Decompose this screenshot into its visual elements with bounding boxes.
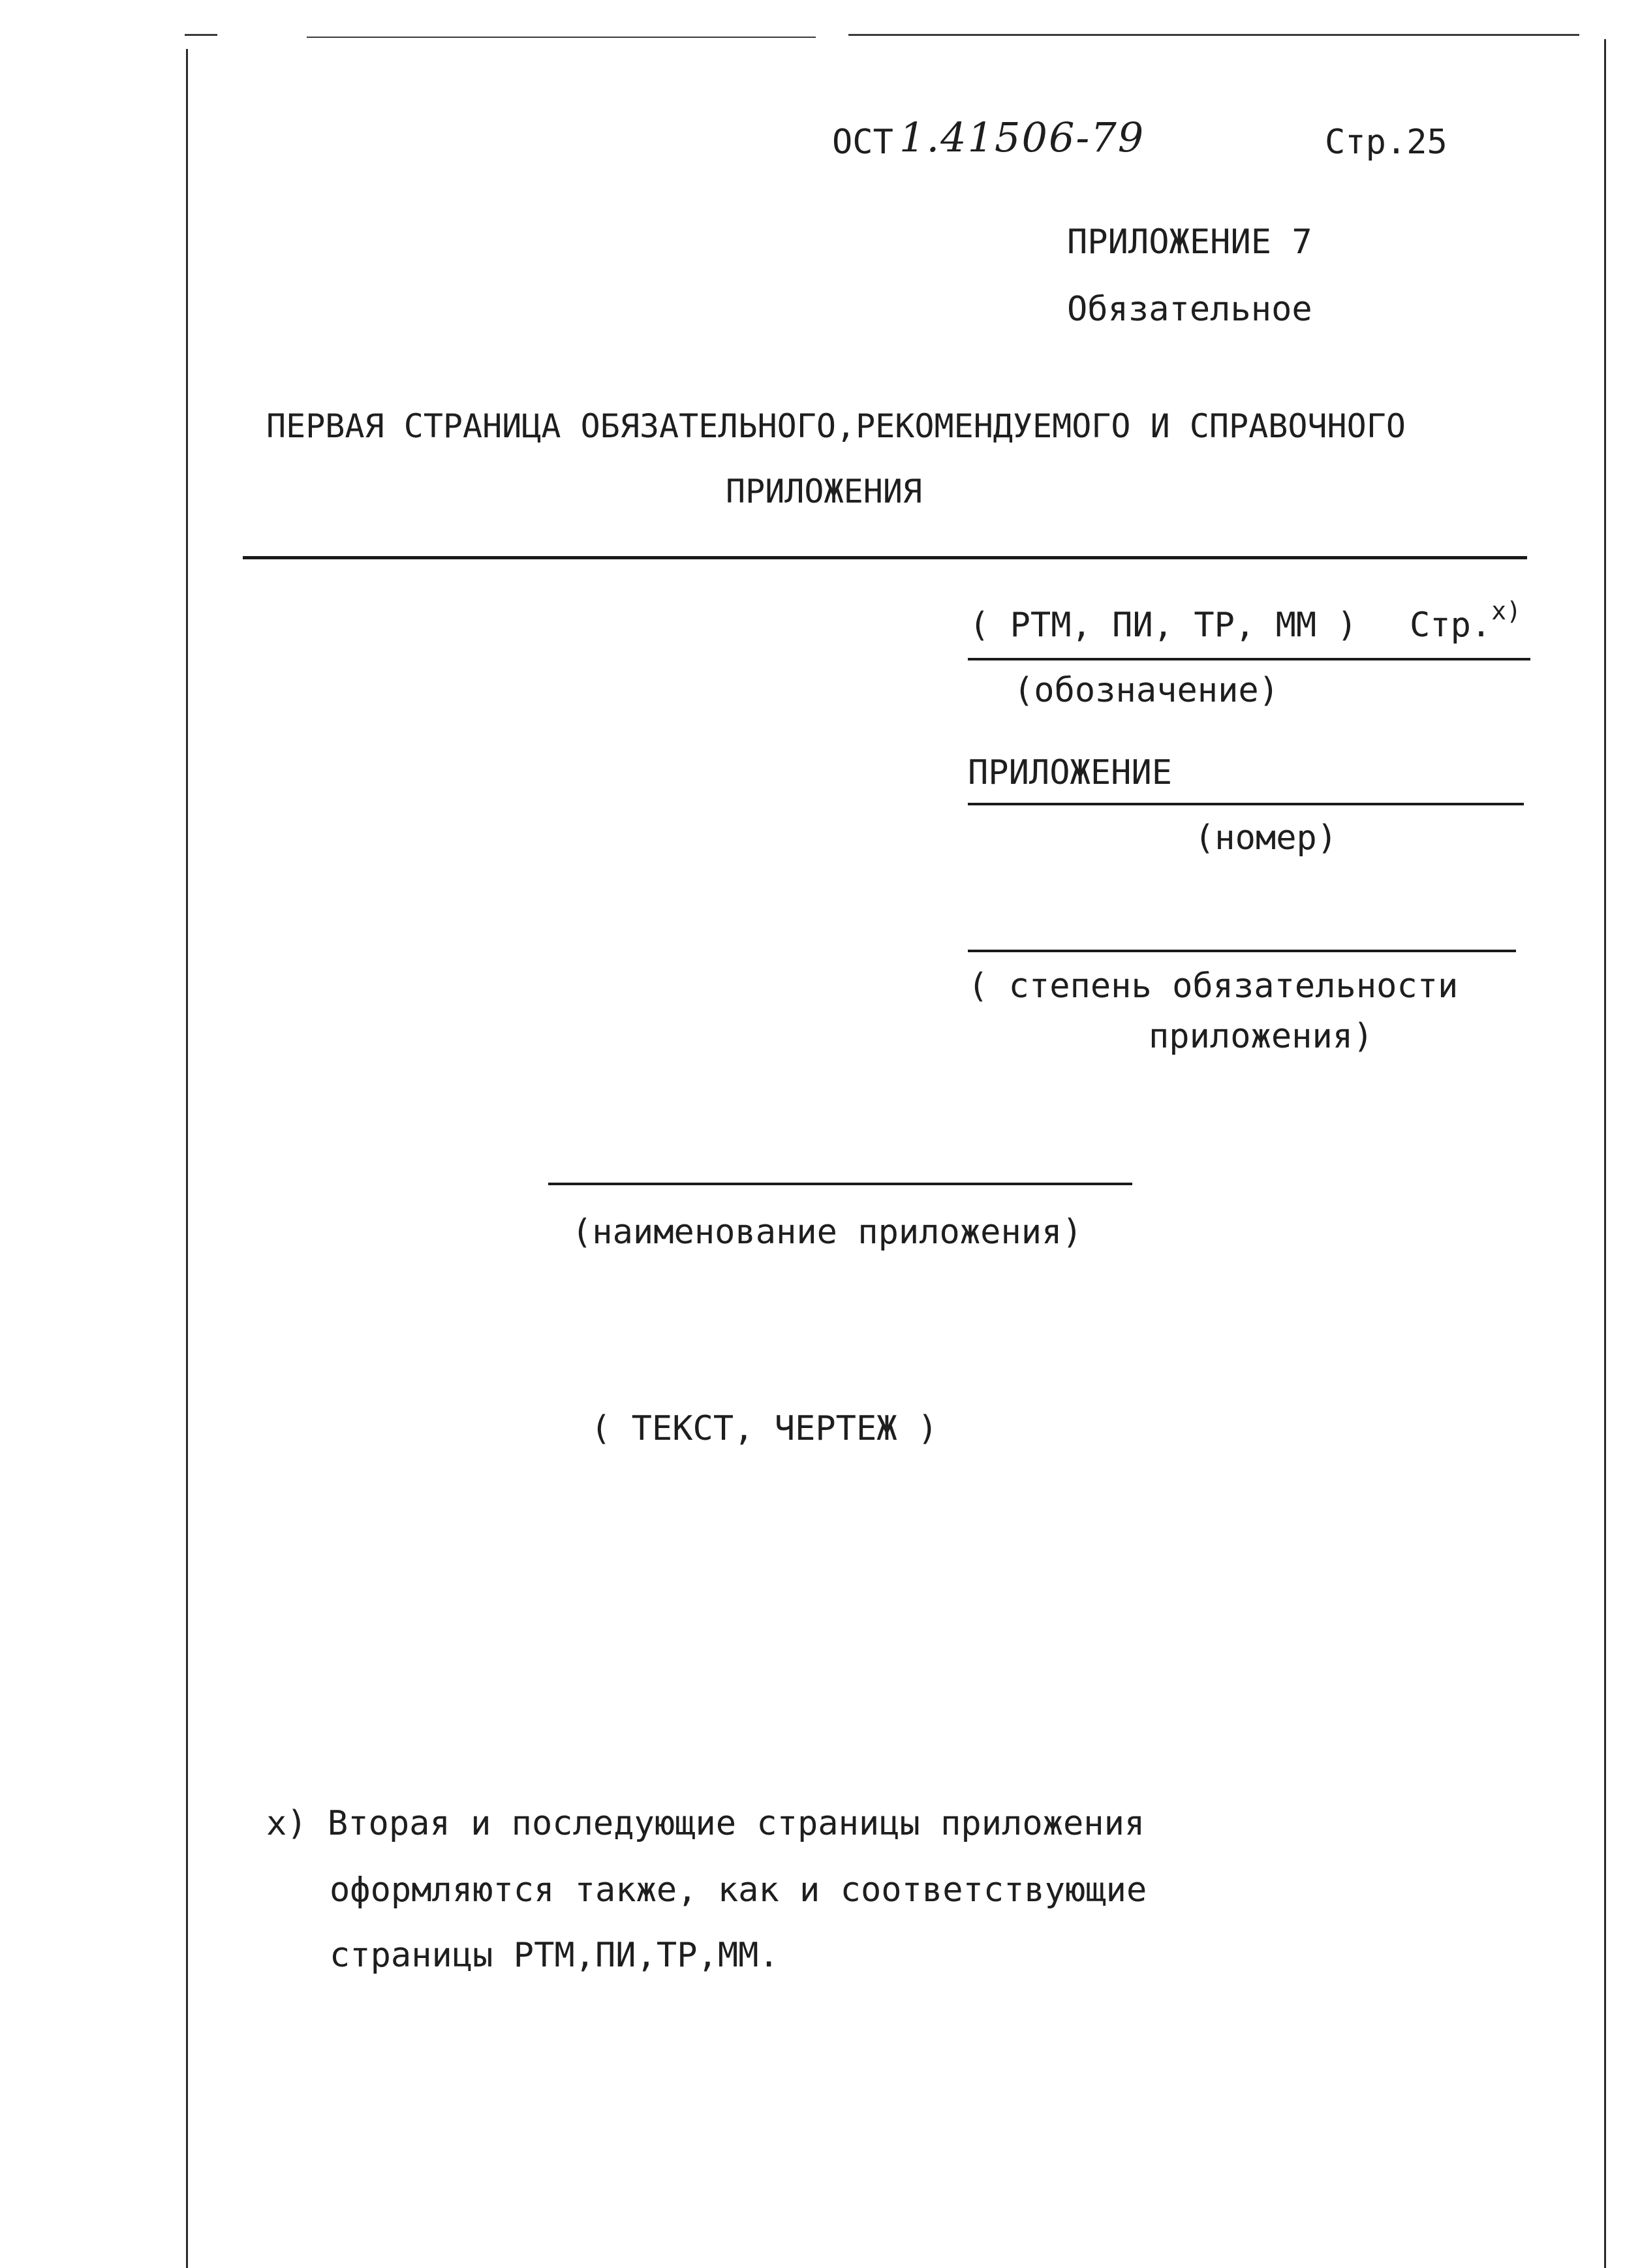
- annex-status: Обязательное: [1067, 290, 1312, 329]
- page-ref-text: Стр.: [1410, 606, 1492, 645]
- top-border-mid: [307, 37, 816, 38]
- left-border: [186, 49, 188, 2268]
- page-number: Стр.25: [1325, 123, 1447, 162]
- designation-line: [968, 658, 1530, 660]
- footnote-line2: оформляются также, как и соответствующие: [330, 1871, 1147, 1910]
- footnote-mark: х): [1491, 596, 1521, 625]
- designation-caption: (обозначение): [1014, 671, 1279, 710]
- footnote-line3: страницы РТМ,ПИ,ТР,ММ.: [330, 1936, 779, 1975]
- top-border-right: [848, 34, 1579, 36]
- page-title: ПЕРВАЯ СТРАНИЦА ОБЯЗАТЕЛЬНОГО,РЕКОМЕНДУЕМОГО И СПРАВОЧНОГО: [266, 407, 1406, 445]
- title-rule: [243, 556, 1527, 559]
- annex-number-line: [968, 803, 1524, 805]
- name-line: [548, 1183, 1132, 1185]
- annex-field-label: ПРИЛОЖЕНИЕ: [968, 753, 1173, 792]
- doc-types: ( РТМ, ПИ, ТР, ММ ): [969, 606, 1357, 645]
- degree-caption-line2: приложения): [1149, 1017, 1374, 1056]
- annex-label: ПРИЛОЖЕНИЕ 7: [1067, 223, 1312, 262]
- name-caption: (наименование приложения): [572, 1213, 1083, 1252]
- page-ref: [1410, 596, 1521, 645]
- degree-line: [968, 950, 1516, 952]
- footnote-line1: х) Вторая и последующие страницы приложения: [266, 1804, 1145, 1843]
- standard-number: 1.41506-79: [899, 114, 1145, 161]
- top-border-left: [185, 34, 217, 36]
- standard-prefix: ОСТ: [832, 123, 893, 162]
- number-caption: (номер): [1194, 818, 1338, 858]
- body-placeholder: ( ТЕКСТ, ЧЕРТЕЖ ): [591, 1409, 938, 1448]
- page-title-line2: ПРИЛОЖЕНИЯ: [726, 473, 923, 510]
- degree-caption: ( степень обязательности: [968, 967, 1459, 1006]
- right-border: [1604, 39, 1606, 2268]
